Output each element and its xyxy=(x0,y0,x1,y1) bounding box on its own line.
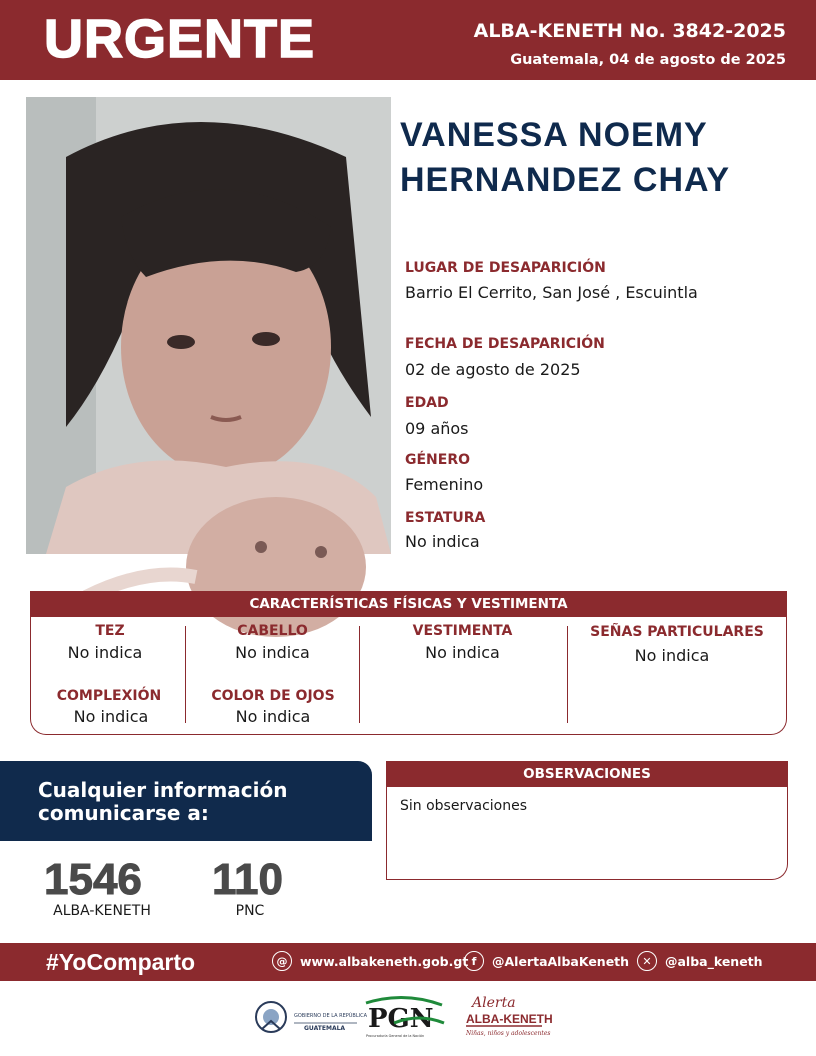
pgn-logo-sub: Procuraduría General de la Nación xyxy=(366,1034,425,1038)
observations-title: OBSERVACIONES xyxy=(386,761,788,787)
vestimenta-value: No indica xyxy=(425,643,500,662)
twitter-link[interactable] xyxy=(637,951,763,971)
column-divider xyxy=(359,626,360,723)
website-icon: @ xyxy=(272,951,292,971)
missing-person-photo xyxy=(26,97,391,554)
complexion-value: No indica xyxy=(73,707,149,726)
cabello-value: No indica xyxy=(235,643,310,662)
phone-pnc-label: PNC xyxy=(235,903,265,919)
person-name xyxy=(400,113,800,203)
contact-line1: Cualquier información xyxy=(38,778,288,802)
hashtag: #YoComparto xyxy=(46,949,196,975)
twitter-text: @alba_keneth xyxy=(665,953,763,969)
alert-date: Guatemala, 04 de agosto de 2025 xyxy=(510,52,786,68)
alerta-alba-keneth-logo xyxy=(464,993,553,1043)
alerta-logo-sub: Niñas, niños y adolescentes xyxy=(466,1030,551,1037)
place-label: LUGAR DE DESAPARICIÓN xyxy=(405,260,606,276)
gender-value: Femenino xyxy=(405,475,484,494)
phone-pnc[interactable]: 110 xyxy=(212,855,283,904)
cabello-label: CABELLO xyxy=(237,623,308,639)
website-text: www.albakeneth.gob.gt xyxy=(300,953,469,969)
age-label: EDAD xyxy=(405,395,449,411)
gender-label: GÉNERO xyxy=(405,452,471,468)
age-value: 09 años xyxy=(405,419,469,438)
characteristics-title: CARACTERÍSTICAS FÍSICAS Y VESTIMENTA xyxy=(30,591,787,617)
gov-logo-line1: GOBIERNO DE LA REPÚBLICA xyxy=(294,1013,368,1019)
alert-number: ALBA-KENETH No. 3842-2025 xyxy=(473,20,786,42)
urgent-title: URGENTE xyxy=(44,9,316,69)
gov-logo-line2: GUATEMALA xyxy=(304,1025,346,1032)
eye-color-value: No indica xyxy=(235,707,311,726)
alerta-logo-name: ALBA-KENETH xyxy=(466,1012,553,1026)
tez-label: TEZ xyxy=(95,623,125,639)
person-name-line2: HERNANDEZ CHAY xyxy=(400,161,731,199)
facebook-icon: f xyxy=(464,951,484,971)
tez-value: No indica xyxy=(67,643,143,662)
vestimenta-label: VESTIMENTA xyxy=(412,623,513,639)
gov-guatemala-logo xyxy=(252,993,368,1043)
facebook-text: @AlertaAlbaKeneth xyxy=(492,953,630,969)
place-value: Barrio El Cerrito, San José , Escuintla xyxy=(405,283,698,302)
height-value: No indica xyxy=(405,532,480,551)
photo-illustration xyxy=(26,97,391,554)
phone-alba-keneth[interactable]: 1546 xyxy=(44,855,142,904)
observations-value: Sin observaciones xyxy=(400,798,528,814)
height-label: ESTATURA xyxy=(405,510,486,526)
pgn-logo xyxy=(364,993,446,1043)
eye-color-label: COLOR DE OJOS xyxy=(211,688,335,704)
complexion-label: COMPLEXIÓN xyxy=(56,688,162,704)
x-twitter-icon: ✕ xyxy=(637,951,657,971)
contact-line2: comunicarse a: xyxy=(38,801,209,825)
date-label: FECHA DE DESAPARICIÓN xyxy=(405,336,605,352)
column-divider xyxy=(185,626,186,723)
date-value: 02 de agosto de 2025 xyxy=(405,360,581,379)
pgn-logo-text: PGN xyxy=(368,1004,434,1034)
website-link[interactable] xyxy=(272,951,468,971)
facebook-link[interactable] xyxy=(464,951,629,971)
alerta-logo-script: Alerta xyxy=(472,995,516,1011)
contact-text xyxy=(38,779,358,825)
senas-label: SEÑAS PARTICULARES xyxy=(590,624,764,640)
phone-alba-keneth-label: ALBA-KENETH xyxy=(53,903,151,919)
person-name-line1: VANESSA NOEMY xyxy=(400,116,708,154)
senas-value: No indica xyxy=(634,646,710,665)
column-divider xyxy=(567,626,568,723)
